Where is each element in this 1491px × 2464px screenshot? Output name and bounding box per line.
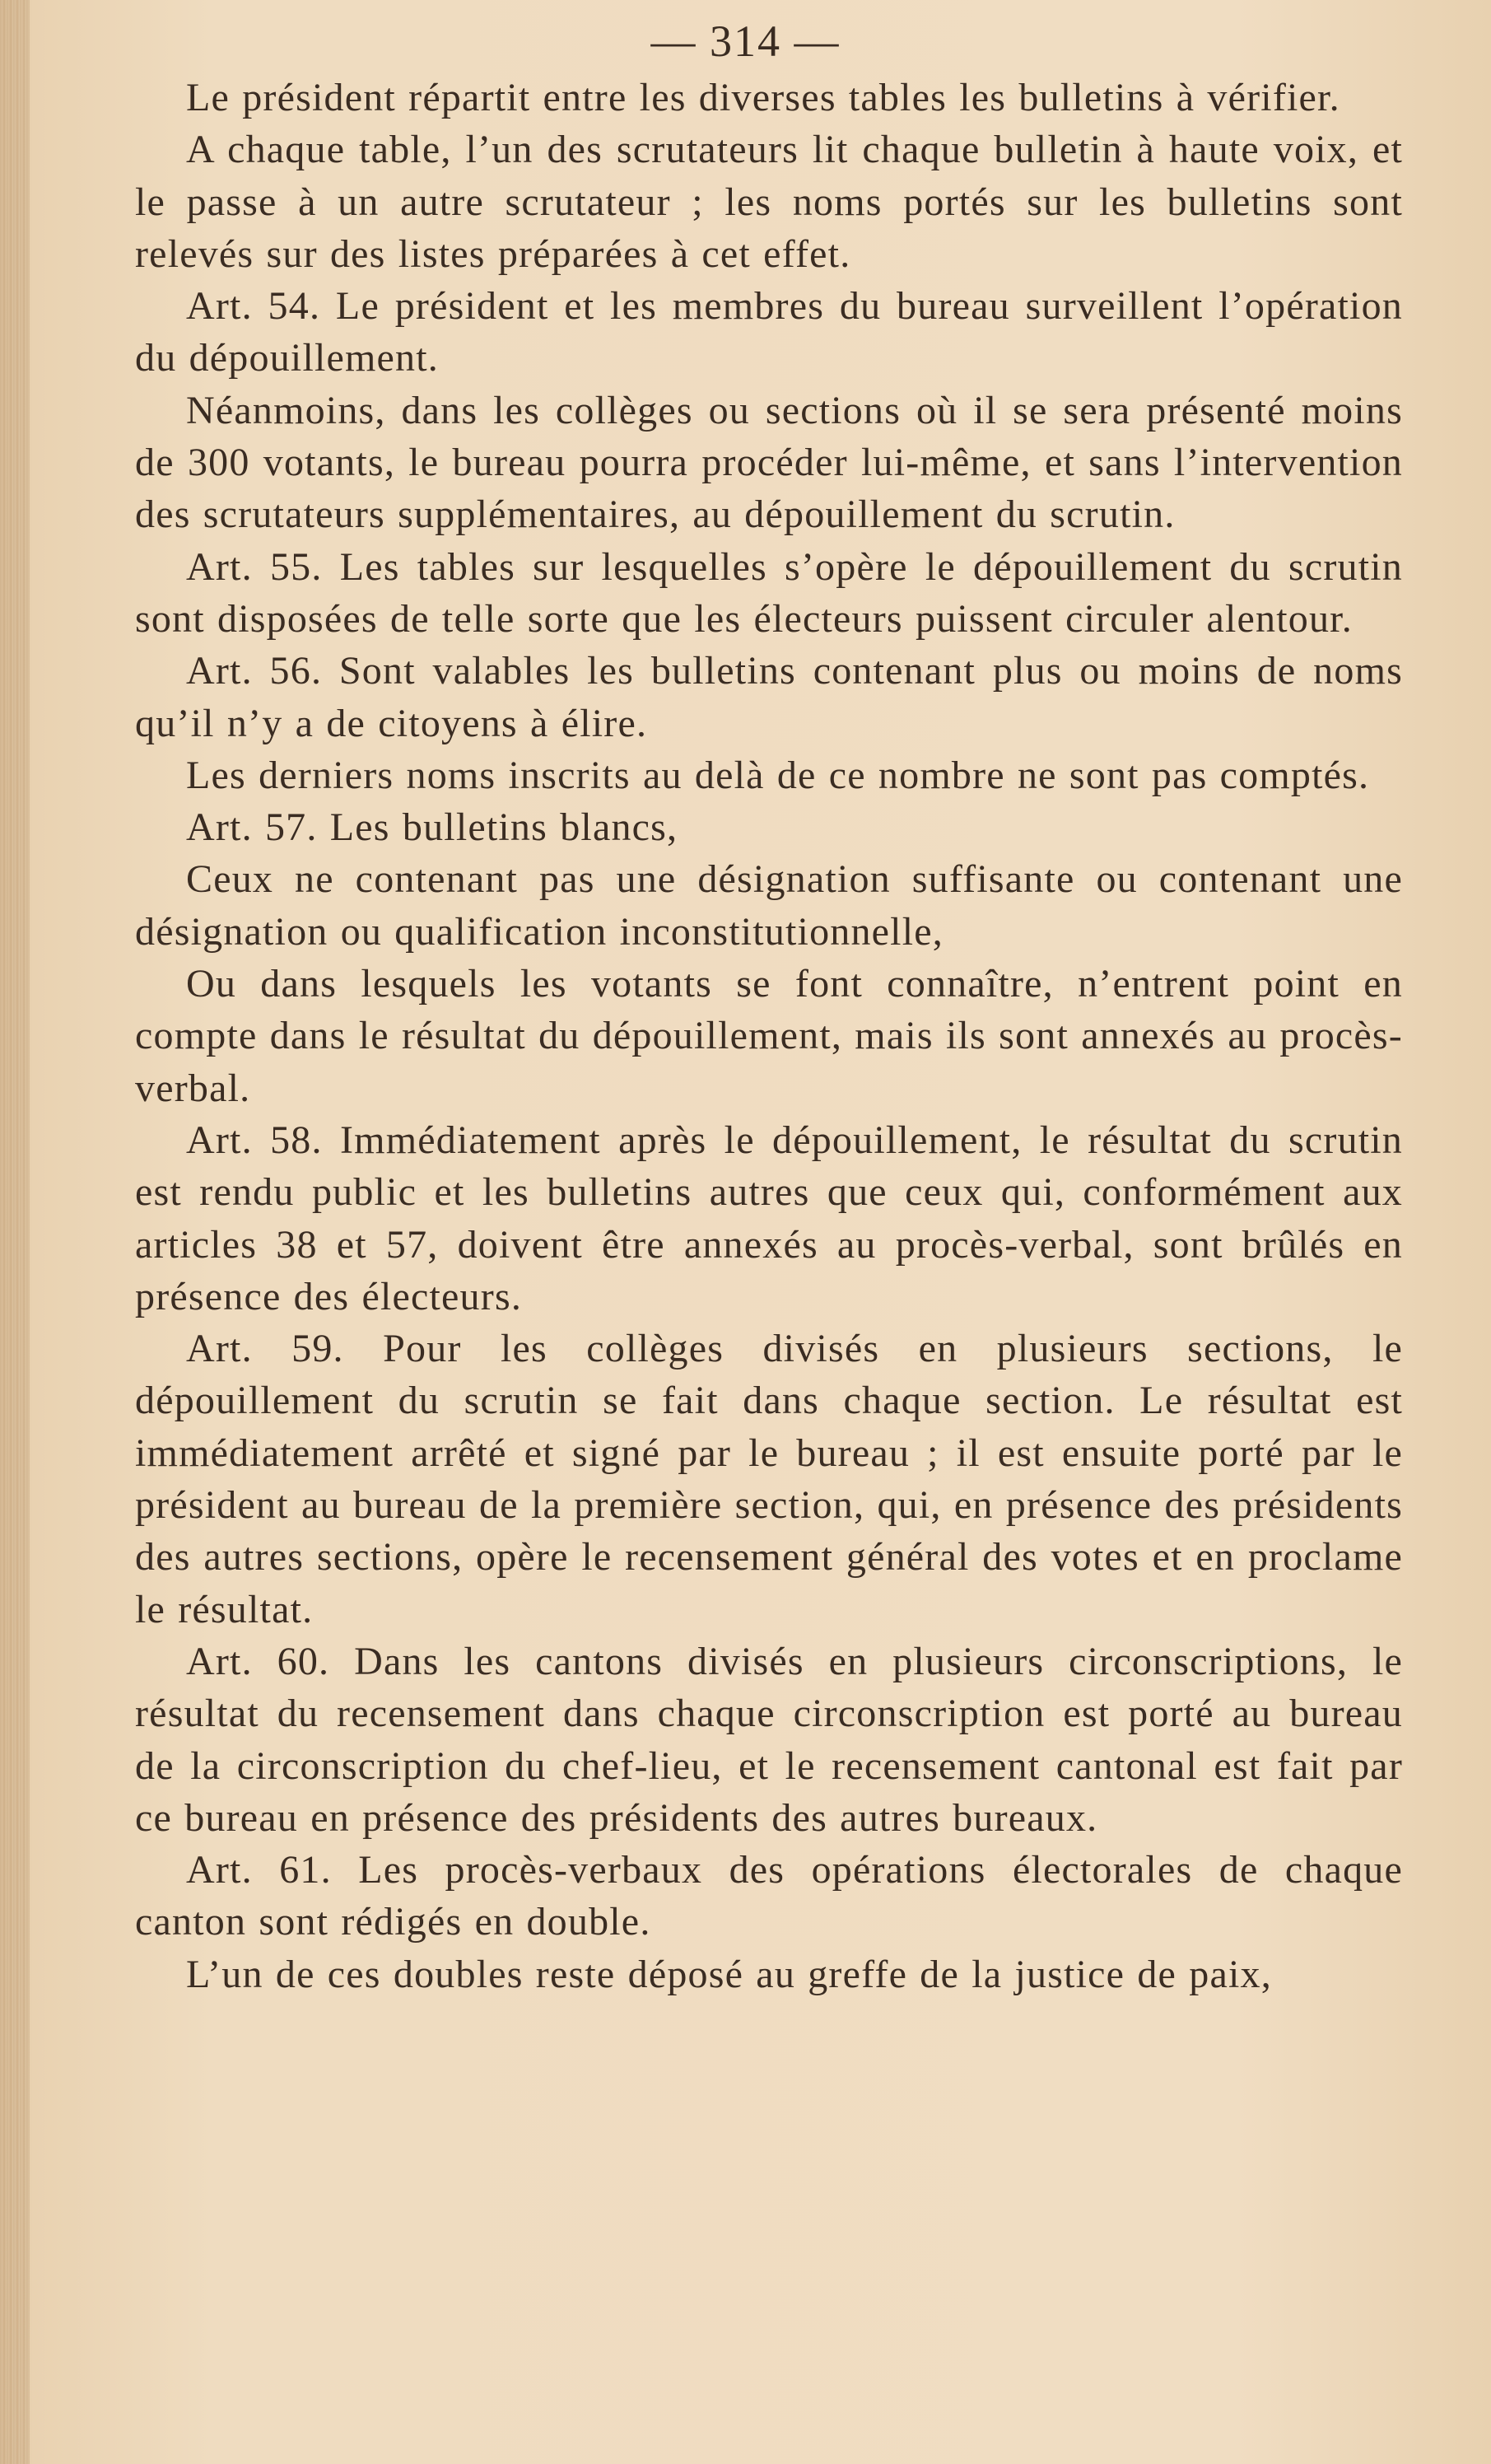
paragraph: Art. 57. Les bulletins blancs, <box>186 805 678 850</box>
paragraph: L’un de ces doubles reste déposé au greffe de la justice de paix, <box>186 1952 1272 1996</box>
paragraph: Art. 55. Les tables sur lesquelles s’opère le dépouillement du scrutin sont disposées de telle sorte que les électeurs puissent circuler alentour. <box>135 544 1403 641</box>
paragraph: Art. 56. Sont valables les bulletins contenant plus ou moins de noms qu’il n’y a de citoyens à élire. <box>135 649 1403 745</box>
body-text <box>135 72 1403 2000</box>
page-binding-edge <box>0 0 30 2464</box>
paragraph: Art. 61. Les procès-verbaux des opérations électorales de chaque canton sont rédigés en double. <box>135 1848 1403 1944</box>
paragraph: Le président répartit entre les diverses tables les bulletins à vérifier. <box>186 76 1340 119</box>
paragraph: Art. 60. Dans les cantons divisés en plusieurs circonscriptions, le résultat du recensement dans chaque circonscription est porté au bureau de la circonscription du chef-lieu, et le recensement cantonal est fait par ce bureau en présence des présidents des autres bureaux. <box>135 1639 1403 1840</box>
paragraph: A chaque table, l’un des scrutateurs lit chaque bulletin à haute voix, et le passe à un autre scrutateur ; les noms portés sur les bulletins sont relevés sur des listes préparées à cet effet. <box>135 128 1403 276</box>
paragraph: Art. 58. Immédiatement après le dépouillement, le résultat du scrutin est rendu public et les bulletins autres que ceux qui, conformément aux articles 38 et 57, doivent être annexés au procès-verbal, sont brûlés en présence des électeurs. <box>135 1118 1403 1318</box>
paragraph: Ceux ne contenant pas une désignation suffisante ou contenant une désignation ou qualification inconstitutionnelle, <box>135 857 1403 954</box>
paragraph: Les derniers noms inscrits au delà de ce nombre ne sont pas comptés. <box>186 753 1370 797</box>
paragraph: Art. 59. Pour les collèges divisés en plusieurs sections, le dépouillement du scrutin se fait dans chaque section. Le résultat est immédiatement arrêté et signé par le bureau ; il est ensuite porté par le président au bureau de la première section, qui, en présence des présidents des autres sections, opère le recensement général des votes et en proclame le résultat. <box>135 1327 1403 1631</box>
paragraph: Néanmoins, dans les collèges ou sections où il se sera présenté moins de 300 votants, le bureau pourra procéder lui-même, et sans l’intervention des scrutateurs supplémentaires, au dépouillement du scrutin. <box>135 388 1403 537</box>
paragraph: Art. 54. Le président et les membres du bureau surveillent l’opération du dépouillement. <box>135 284 1403 380</box>
paragraph: Ou dans lesquels les votants se font connaître, n’entrent point en compte dans le résultat du dépouillement, mais ils sont annexés au procès-verbal. <box>135 962 1403 1110</box>
page-number: — 314 — <box>650 16 841 66</box>
